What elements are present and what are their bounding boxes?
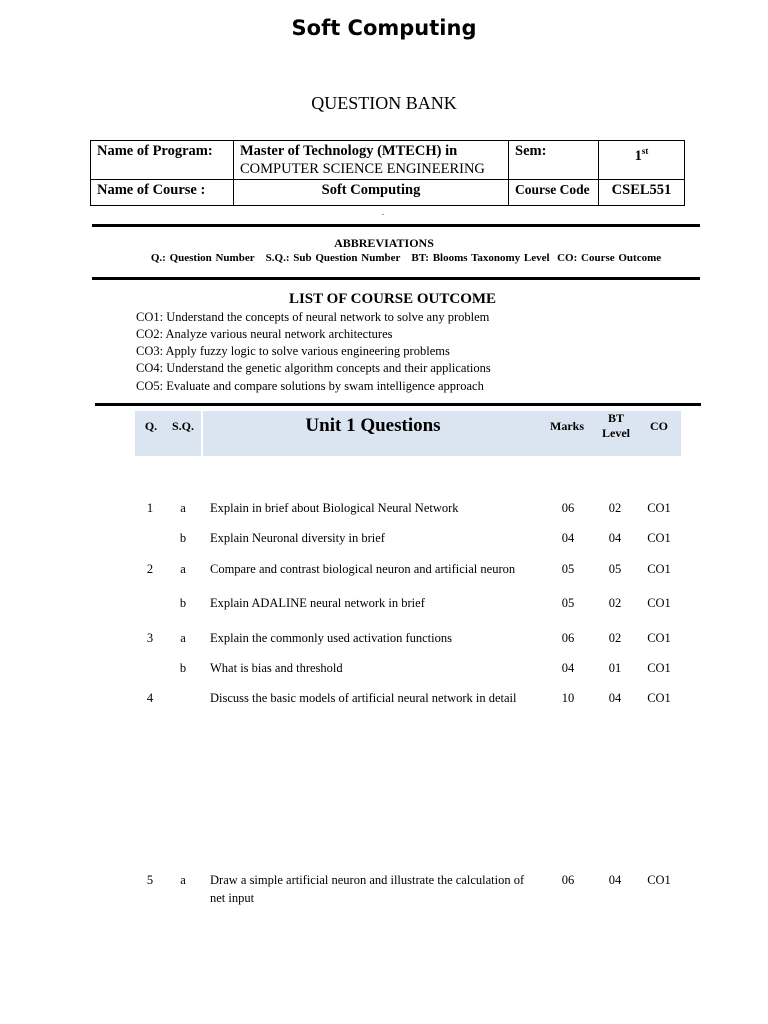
co-value: CO1: [647, 531, 671, 545]
sub-question: a: [180, 631, 186, 645]
bt-level-value: 02: [608, 501, 622, 515]
course-code-value: CSEL551: [599, 180, 685, 206]
marks-value: 04: [561, 531, 575, 545]
question-text: Explain the commonly used activation functions: [210, 631, 452, 645]
bt-level-value: 02: [608, 631, 622, 645]
question-number: 4: [146, 691, 154, 705]
sem-value: 1st: [599, 141, 685, 180]
question-text: Compare and contrast biological neuron and artificial neuron: [210, 562, 516, 576]
course-outcome-item: CO1: Understand the concepts of neural network to solve any problem: [136, 310, 490, 324]
sub-question: b: [179, 531, 187, 545]
header-sq: S.Q.: [171, 419, 194, 433]
co-value: CO1: [647, 661, 671, 675]
document-title: QUESTION BANK: [311, 93, 457, 113]
bt-level-value: 04: [608, 873, 622, 887]
question-text: Draw a simple artificial neuron and illustrate the calculation of net input: [210, 873, 525, 905]
sub-question: a: [180, 873, 186, 887]
course-outcome-item: CO3: Apply fuzzy logic to solve various engineering problems: [136, 344, 450, 358]
co-value: CO1: [647, 691, 671, 705]
question-text: Explain ADALINE neural network in brief: [210, 596, 425, 610]
marks-value: 10: [561, 691, 575, 705]
sub-question: b: [179, 596, 187, 610]
co-value: CO1: [647, 562, 671, 576]
divider-rule: [92, 224, 700, 227]
marks-value: 04: [561, 661, 575, 675]
co-value: CO1: [647, 873, 671, 887]
course-value: Soft Computing: [234, 180, 509, 206]
separator-dot: .: [382, 208, 384, 217]
header-marks: Marks: [550, 419, 584, 433]
unit-title: Unit 1 Questions: [305, 415, 441, 436]
marks-value: 05: [561, 596, 575, 610]
marks-value: 06: [561, 501, 575, 515]
marks-value: 06: [561, 631, 575, 645]
course-outcome-item: CO4: Understand the genetic algorithm concepts and their applications: [136, 361, 491, 375]
header-q: Q.: [144, 419, 158, 433]
co-value: CO1: [647, 631, 671, 645]
sub-question: a: [180, 562, 186, 576]
program-value: Master of Technology (MTECH) in COMPUTER SCIENCE ENGINEERING: [234, 141, 509, 180]
abbreviations-heading: ABBREVIATIONS: [334, 236, 434, 250]
course-info-table: [90, 140, 685, 206]
question-text: Discuss the basic models of artificial neural network in detail: [210, 691, 517, 705]
question-number: 3: [146, 631, 154, 645]
sub-question: a: [180, 501, 186, 515]
marks-value: 05: [561, 562, 575, 576]
divider-rule: [92, 277, 700, 280]
question-text: Explain in brief about Biological Neural Network: [210, 501, 459, 515]
header-co: CO: [650, 419, 668, 433]
question-number: 1: [146, 501, 154, 515]
abbreviations-list: Q.: Question Number S.Q.: Sub Question Number BT: Blooms Taxonomy Level CO: Course Outcome: [150, 252, 662, 264]
course-outcome-item: CO2: Analyze various neural network architectures: [136, 327, 393, 341]
program-label: Name of Program:: [91, 141, 234, 180]
bt-level-value: 02: [608, 596, 622, 610]
marks-value: 06: [561, 873, 575, 887]
bt-level-value: 05: [608, 562, 622, 576]
question-text: Explain Neuronal diversity in brief: [210, 531, 385, 545]
course-outcomes-heading: LIST OF COURSE OUTCOME: [288, 291, 497, 307]
bt-level-value: 04: [608, 691, 622, 705]
co-value: CO1: [647, 501, 671, 515]
sub-question: b: [179, 661, 187, 675]
divider-rule: [95, 403, 701, 406]
course-code-label: Course Code: [509, 180, 599, 206]
question-text: What is bias and threshold: [210, 661, 343, 675]
header-bt-level: BT Level: [602, 411, 630, 440]
co-value: CO1: [647, 596, 671, 610]
page-title: Soft Computing: [291, 16, 477, 40]
bt-level-value: 01: [608, 661, 622, 675]
question-number: 2: [146, 562, 154, 576]
sem-label: Sem:: [509, 141, 599, 180]
question-number: 5: [146, 873, 154, 887]
course-label: Name of Course :: [91, 180, 234, 206]
course-outcome-item: CO5: Evaluate and compare solutions by swam intelligence approach: [136, 379, 484, 393]
bt-level-value: 04: [608, 531, 622, 545]
